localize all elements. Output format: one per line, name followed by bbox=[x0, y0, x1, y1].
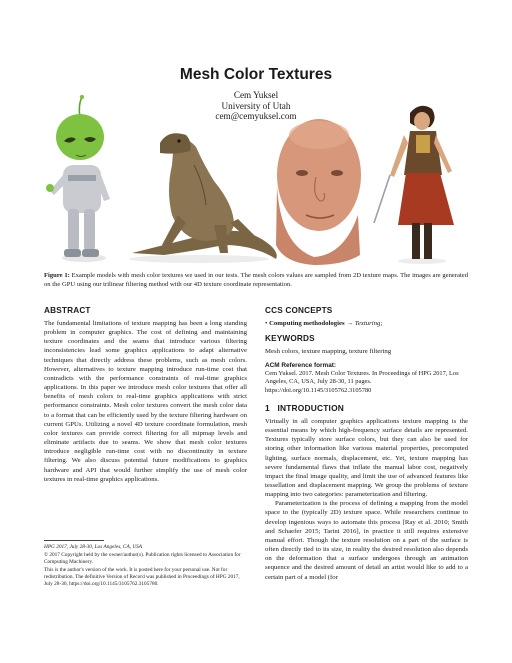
figure-caption-text: Example models with mesh color textures we used in our tests. The mesh colors values are sampled from 2D texture maps. The images are generated on the GPU using our trilinear filtering method with our 4D texture coordinate representation. bbox=[44, 272, 469, 288]
author-name: Cem Yuksel bbox=[233, 90, 279, 100]
intro-para-2: Parameterization is the process of defining a mapping from the model space to the (typically 2D) texture space. While researchers continue to develop ingenious ways to automate this process [Ray et al. 2010; Smith and Schaefer 2015; Tarini 2016], in practice it still requires extensive manual effort. Though the texture resolution on a part of the surface is often directly tied to its size, in reality the desired resolution also depends on the deformation that a surface undergoes through an animation sequence and the desired amount of detail an artist would like to add to a certain part of a model (for bbox=[265, 500, 468, 581]
abstract-text: The fundamental limitations of texture mapping has been a long standing problem in computer graphics. The cost of defining and maintaining texture coordinates and the seams that introduce various filtering inconsistencies lead some graphics applications to adapt alternative techniques that directly address these problems, such as mesh colors. However, alternatives to texture mapping introduce run-time cost that contradicts with the performance constraints of real-time graphics applications. In this paper we introduce mesh color textures that offer all benefits of mesh colors to real-time graphics applications with strict performance constraints. Mesh color textures convert the mesh color data to a format that can be efficiently used by the texture filtering hardware on current GPUs. Utilizing a novel 4D texture coordinate formulation, mesh color textures can provide correct filtering for all mipmap levels and eliminate artifacts due to seams. We show that mesh color textures introduce negligible run-time cost with no discontinuity in texture filtering. We also discuss potential future modifications to graphics hardware and API that would further simplify the use of mesh color textures in real-time graphics applications. bbox=[44, 320, 247, 483]
ccs-concept bbox=[265, 319, 468, 328]
author-affiliation: University of Utah bbox=[221, 100, 291, 111]
human-head-model bbox=[276, 119, 361, 265]
footnote-copyright: © 2017 Copyright held by the owner/author(s). Publication rights licensed to Association for Computing Machinery. bbox=[44, 552, 241, 565]
paper-title: Mesh Color Textures bbox=[179, 66, 333, 83]
alien-model bbox=[46, 95, 110, 262]
intro-para-1: Virtually in all computer graphics applications texture mapping is the essential means by which high-frequency surface details are represented. Textures typically store surface colors, but they can also be used for storing other information like various material properties, precomputed lighting, surface normals, displacement, etc. Yet, texture mapping has severe fundamental flaws that inflate the manual labor cost, negatively impact the final image quality, and limit the use of advanced features like tessellation and displacement mapping. We group the problems of texture mapping into two categories: parameterization and filtering. bbox=[265, 417, 468, 499]
footnote-venue: HPG 2017, July 28-30, Los Angeles, CA, USA bbox=[44, 544, 143, 550]
figure-label: Figure 1: bbox=[44, 272, 70, 279]
author-email: cem@cemyuksel.com bbox=[215, 111, 297, 122]
figure-caption bbox=[44, 272, 468, 289]
ccs-arrow: → bbox=[346, 320, 354, 327]
reference-text: Cem Yuksel. 2017. Mesh Color Textures. In Proceedings of HPG 2017, Los Angeles, CA, USA, July 28-30, 11 pages. https://doi.org/10.1145/3105762.3105780 bbox=[265, 370, 459, 394]
keywords-heading: KEYWORDS bbox=[265, 334, 315, 343]
intro-heading: 1 INTRODUCTION bbox=[265, 402, 345, 413]
warrior-model bbox=[374, 106, 454, 264]
ccs-bullet: • bbox=[265, 320, 268, 327]
left-column bbox=[44, 306, 247, 484]
footnote-rule bbox=[44, 540, 104, 541]
teaser-figure bbox=[44, 95, 468, 267]
ccs-bold: Computing methodologies bbox=[269, 320, 345, 327]
right-column bbox=[265, 306, 468, 582]
abstract-heading: ABSTRACT bbox=[44, 306, 91, 315]
keywords-text: Mesh colors, texture mapping, texture filtering bbox=[265, 348, 392, 355]
ccs-rest: Texturing; bbox=[354, 320, 383, 327]
footnote bbox=[44, 540, 247, 589]
lizard-model bbox=[129, 133, 277, 263]
ccs-heading: CCS CONCEPTS bbox=[265, 306, 333, 315]
reference-heading: ACM Reference format: bbox=[265, 362, 337, 369]
footnote-notice: This is the author's version of the work. It is posted here for your personal use. Not for redistribution. The definitive Version of Record was published in Proceedings of HPG 2017, July 28-30, https://doi.org/10.1145/3105762.3105780. bbox=[44, 567, 240, 587]
